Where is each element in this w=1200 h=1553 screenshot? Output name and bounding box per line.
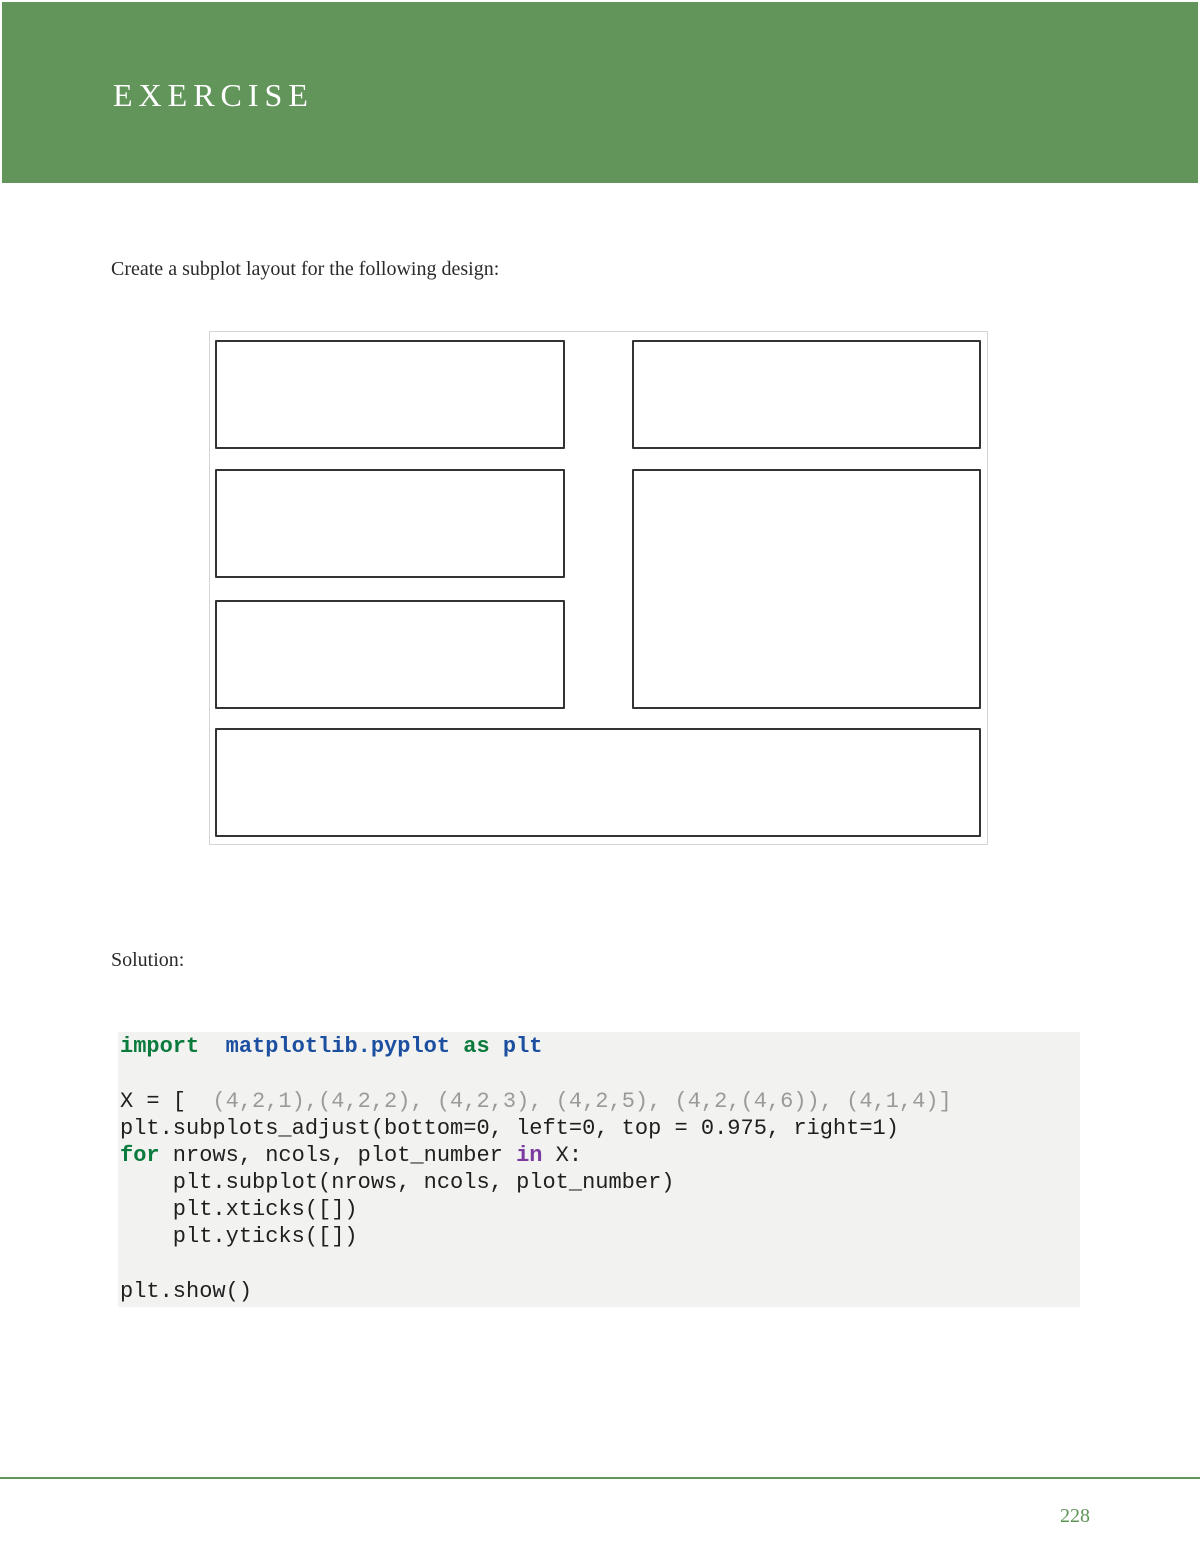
header-band [2,2,1198,183]
code-keyword: as [463,1034,490,1059]
page-number: 228 [1060,1505,1090,1527]
code-keyword: for [120,1143,160,1168]
subplot-panel-lower-left [215,600,565,709]
subplot-panel-middle-left [215,469,565,578]
code-numbers: (4,2,1),(4,2,2), (4,2,3), (4,2,5), (4,2,(4,6)), (4,1,4)] [212,1089,952,1114]
solution-label: Solution: [111,949,185,971]
code-line-adjust [120,1115,899,1142]
code-text: X: [542,1143,583,1168]
code-line-subplot: plt.subplot(nrows, ncols, plot_number) [120,1170,675,1195]
subplot-layout-figure [209,331,988,845]
code-args: bottom=0, left=0, top = 0.975, right=1) [384,1116,899,1141]
code-text: X = [ [120,1089,213,1114]
code-alias: plt [502,1034,543,1059]
subplot-panel-top-right [632,340,981,449]
subplot-panel-right-tall [632,469,981,709]
code-line-import [120,1033,542,1060]
code-line-for [120,1142,582,1169]
code-line-xticks: plt.xticks([]) [120,1197,358,1222]
code-line-show: plt.show() [120,1279,253,1304]
footer-rule [0,1477,1200,1479]
code-keyword: in [516,1143,543,1168]
page-title: EXERCISE [113,77,314,113]
code-text: plt.subplots_adjust( [120,1116,385,1141]
code-block [118,1032,1080,1307]
code-module: matplotlib.pyplot [225,1034,451,1059]
code-keyword: import [120,1034,200,1059]
code-text: nrows, ncols, plot_number [159,1143,517,1168]
subplot-panel-bottom-wide [215,728,981,837]
exercise-prompt: Create a subplot layout for the following design: [111,258,500,280]
code-line-yticks: plt.yticks([]) [120,1224,358,1249]
code-line-list [120,1088,952,1115]
subplot-panel-top-left [215,340,565,449]
